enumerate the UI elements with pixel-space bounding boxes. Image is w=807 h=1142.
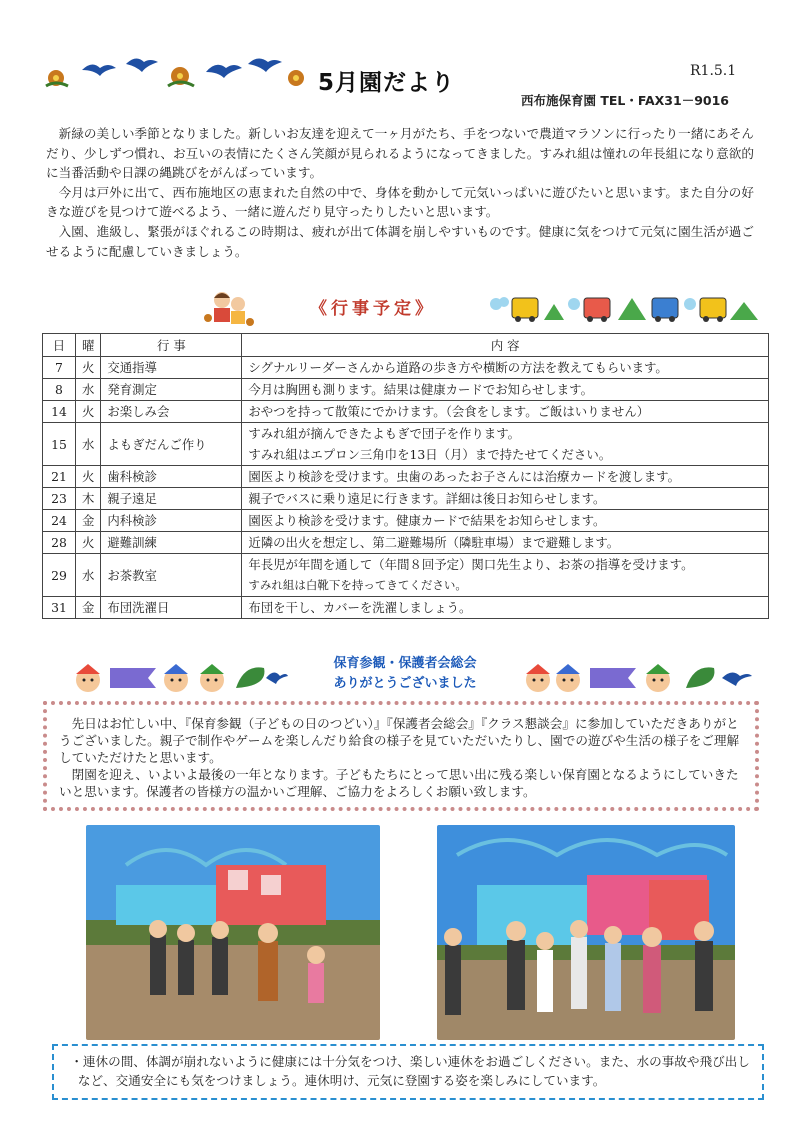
intro-paragraph: 新緑の美しい季節となりました。新しいお友達を迎えて一ヶ月がたち、手をつないで農道マラソンに行ったり一緒にあそんだり、少しずつ慣れ、お互いの表情にたくさん笑顔が見られるようになってきました。すみれ組は憧れの年長組になり意欲的に当番活動や日課の縄跳びをがんばっています。 xyxy=(46,126,754,181)
event-name: 交通指導 xyxy=(101,357,242,379)
event-detail: おやつを持って散策にでかけます。（会食をします。ご飯はいりません） xyxy=(242,401,769,423)
table-row xyxy=(43,423,769,466)
meeting-heading xyxy=(300,654,510,694)
event-detail: 園医より検診を受けます。健康カードで結果をお知らせします。 xyxy=(242,510,769,532)
table-row xyxy=(43,488,769,510)
flower-icon xyxy=(168,67,194,86)
event-weekday: 火 xyxy=(76,532,101,554)
event-weekday: 金 xyxy=(76,510,101,532)
event-day: 23 xyxy=(43,488,76,510)
bird-icon xyxy=(206,65,242,78)
event-detail: 園医より検診を受けます。虫歯のあったお子さんには治療カードを渡します。 xyxy=(242,466,769,488)
event-weekday: 水 xyxy=(76,554,101,597)
event-weekday: 木 xyxy=(76,488,101,510)
intro-paragraph: 入園、進級し、緊張がほぐれるこの時期は、疲れが出て体調を崩しやすいものです。健康に気をつけて元気に園生活が過ごせるように配慮していきましょう。 xyxy=(46,223,754,259)
child-face-icon xyxy=(646,664,670,692)
school-contact: 西布施保育園 TEL・FAX31－9016 xyxy=(521,93,729,108)
event-name: 発育測定 xyxy=(101,379,242,401)
event-day: 8 xyxy=(43,379,76,401)
event-name: お茶教室 xyxy=(101,554,242,597)
event-detail-line: すみれ組が摘んできたよもぎで団子を作ります。 xyxy=(248,426,520,441)
koinobori-decoration xyxy=(68,660,288,696)
event-detail xyxy=(242,554,769,597)
event-detail-line: 年長児が年間を通して（年間８回予定）関口先生より、お茶の指導を受けます。 xyxy=(248,557,694,572)
children-illustration-icon xyxy=(204,292,254,326)
event-detail-line: すみれ組は白靴下を持ってきてください。 xyxy=(248,578,467,592)
table-header-row xyxy=(43,334,769,357)
event-weekday: 火 xyxy=(76,401,101,423)
event-day: 15 xyxy=(43,423,76,466)
table-row xyxy=(43,357,769,379)
children-photo xyxy=(437,825,735,1040)
bird-icon xyxy=(722,672,752,686)
event-detail: 親子でバスに乗り遠足に行きます。詳細は後日お知らせします。 xyxy=(242,488,769,510)
intro-text xyxy=(46,124,754,261)
kashiwa-leaf-icon xyxy=(686,667,714,688)
bus-row-icon xyxy=(490,297,758,322)
carp-streamer-icon xyxy=(110,668,156,688)
event-detail: 今月は胸囲も測ります。結果は健康カードでお知らせします。 xyxy=(242,379,769,401)
event-name: 布団洗濯日 xyxy=(101,597,242,619)
bird-icon xyxy=(126,58,158,72)
thanks-paragraph: 先日はお忙しい中、『保育参観（子どもの日のつどい）』『保護者会総会』『クラス懇談会』に参加していただきありがとうございました。親子で制作やゲームを楽しんだり給食の様子を見ていただいたりし、園での遊びや生活の様子をご理解していただけたと思います。 xyxy=(59,716,740,765)
koinobori-decoration xyxy=(518,660,754,696)
holiday-note: ・連休の間、体調が崩れないように健康には十分気をつけ、楽しい連休をお過ごしください。また、水の事故や飛び出しなど、交通安全にも気をつけましょう。連休明け、元気に登園する姿を楽しみにしています。 xyxy=(70,1054,750,1088)
table-row xyxy=(43,401,769,423)
event-detail: 近隣の出火を想定し、第二避難場所（隣駐車場）まで避難します。 xyxy=(242,532,769,554)
event-day: 7 xyxy=(43,357,76,379)
events-heading: 《行事予定》 xyxy=(310,299,436,319)
event-detail xyxy=(242,423,769,466)
table-row xyxy=(43,379,769,401)
header-decoration xyxy=(42,52,310,92)
table-row xyxy=(43,532,769,554)
child-face-icon xyxy=(526,664,550,692)
table-row xyxy=(43,510,769,532)
bird-icon xyxy=(82,64,116,76)
flower-icon xyxy=(46,70,68,86)
column-header: 日 xyxy=(43,334,76,357)
table-row xyxy=(43,554,769,597)
child-face-icon xyxy=(556,664,580,692)
event-day: 21 xyxy=(43,466,76,488)
bird-icon xyxy=(266,672,288,684)
kashiwa-leaf-icon xyxy=(236,667,264,688)
event-weekday: 水 xyxy=(76,379,101,401)
event-name: よもぎだんご作り xyxy=(101,423,242,466)
event-weekday: 火 xyxy=(76,357,101,379)
issue-date: R1.5.1 xyxy=(690,63,737,79)
event-day: 28 xyxy=(43,532,76,554)
event-detail-line: すみれ組はエプロン三角巾を13日（月）まで持たせてください。 xyxy=(248,447,612,462)
event-day: 29 xyxy=(43,554,76,597)
column-header: 内 容 xyxy=(242,334,769,357)
meeting-heading-line: ありがとうございました xyxy=(333,676,477,691)
event-weekday: 金 xyxy=(76,597,101,619)
event-name: 親子遠足 xyxy=(101,488,242,510)
events-decoration xyxy=(200,288,760,332)
child-face-icon xyxy=(200,664,224,692)
meeting-heading-line: 保育参観・保護者会総会 xyxy=(333,656,477,671)
event-day: 24 xyxy=(43,510,76,532)
child-face-icon xyxy=(76,664,100,692)
child-face-icon xyxy=(164,664,188,692)
event-detail: シグナルリーダーさんから道路の歩き方や横断の方法を教えてもらいます。 xyxy=(242,357,769,379)
column-header: 行 事 xyxy=(101,334,242,357)
table-row xyxy=(43,597,769,619)
event-detail: 布団を干し、カバーを洗濯しましょう。 xyxy=(242,597,769,619)
event-name: 内科検診 xyxy=(101,510,242,532)
flower-icon xyxy=(288,70,304,86)
event-name: 歯科検診 xyxy=(101,466,242,488)
holiday-note-box xyxy=(52,1044,764,1100)
table-row xyxy=(43,466,769,488)
carp-streamer-icon xyxy=(590,668,636,688)
column-header: 曜 xyxy=(76,334,101,357)
event-name: お楽しみ会 xyxy=(101,401,242,423)
thanks-message-box xyxy=(43,701,759,811)
event-weekday: 火 xyxy=(76,466,101,488)
children-photo xyxy=(86,825,380,1040)
event-day: 31 xyxy=(43,597,76,619)
thanks-paragraph: 閉園を迎え、いよいよ最後の一年となります。子どもたちにとって思い出に残る楽しい保育園となるようにしていきたいと思います。保護者の皆様方の温かいご理解、ご協力をよろしくお願い致します。 xyxy=(59,767,739,799)
bird-icon xyxy=(248,58,282,72)
event-name: 避難訓練 xyxy=(101,532,242,554)
event-day: 14 xyxy=(43,401,76,423)
intro-paragraph: 今月は戸外に出て、西布施地区の恵まれた自然の中で、身体を動かして元気いっぱいに遊びたいと思います。また自分の好きな遊びを見つけて遊べるよう、一緒に遊んだり見守ったりしたいと思います。 xyxy=(46,184,754,220)
event-weekday: 水 xyxy=(76,423,101,466)
page-title: 5月園だより xyxy=(318,70,456,96)
schedule-table xyxy=(42,333,769,619)
